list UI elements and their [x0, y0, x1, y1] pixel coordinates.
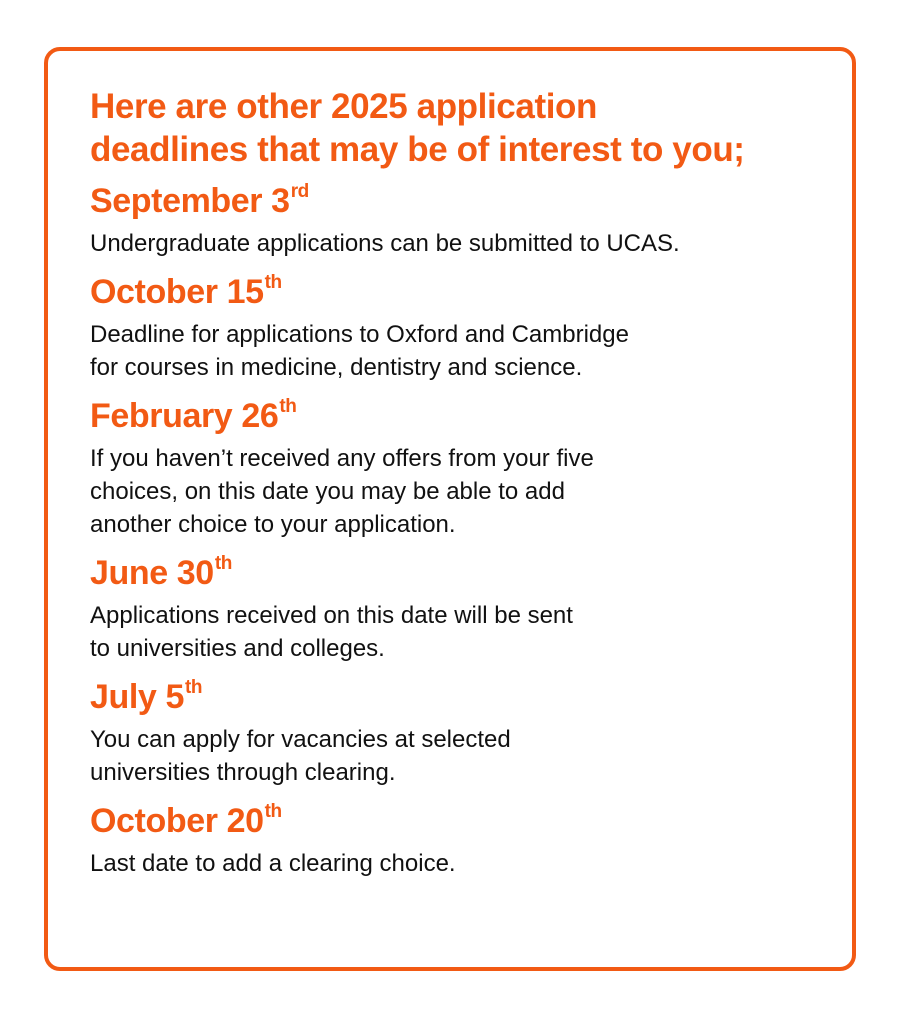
deadline-description	[90, 599, 832, 665]
deadline-description	[90, 318, 832, 384]
title-line-2: deadlines that may be of interest to you;	[90, 130, 745, 169]
description-line: You can apply for vacancies at selected	[90, 726, 511, 753]
deadline-date	[90, 677, 832, 717]
deadlines-content	[90, 85, 832, 892]
description-line: Deadline for applications to Oxford and Cambridge	[90, 321, 629, 348]
deadline-date-text: October 15	[90, 273, 264, 311]
deadline-date	[90, 272, 832, 312]
title-line-1: Here are other 2025 application	[90, 87, 597, 126]
description-line: choices, on this date you may be able to add	[90, 478, 565, 505]
deadline-date	[90, 181, 832, 221]
deadline-item	[90, 181, 832, 260]
deadline-date-suffix: th	[264, 801, 282, 822]
deadline-description	[90, 227, 832, 260]
page-title	[90, 85, 832, 171]
description-line: If you haven’t received any offers from your five	[90, 445, 594, 472]
deadline-date	[90, 553, 832, 593]
description-line: Last date to add a clearing choice.	[90, 850, 456, 877]
deadline-item	[90, 677, 832, 789]
deadline-date-suffix: rd	[290, 181, 309, 202]
deadline-date-suffix: th	[185, 677, 203, 698]
deadline-date-text: February 26	[90, 397, 279, 435]
description-line: to universities and colleges.	[90, 635, 385, 662]
description-line: another choice to your application.	[90, 511, 456, 538]
deadline-date-suffix: th	[279, 396, 297, 417]
deadline-date-text: October 20	[90, 802, 264, 840]
deadline-date-text: July 5	[90, 678, 184, 716]
deadline-item	[90, 801, 832, 880]
deadline-date-text: September 3	[90, 182, 290, 220]
description-line: Applications received on this date will be sent	[90, 602, 573, 629]
deadline-item	[90, 553, 832, 665]
deadline-date-suffix: th	[214, 553, 232, 574]
deadline-item	[90, 396, 832, 541]
deadline-date	[90, 396, 832, 436]
description-line: universities through clearing.	[90, 759, 396, 786]
deadline-date	[90, 801, 832, 841]
deadlines-card	[44, 47, 856, 971]
deadline-date-suffix: th	[264, 272, 282, 293]
deadline-description	[90, 847, 832, 880]
deadline-item	[90, 272, 832, 384]
description-line: Undergraduate applications can be submitted to UCAS.	[90, 230, 680, 257]
description-line: for courses in medicine, dentistry and science.	[90, 354, 583, 381]
deadline-description	[90, 442, 832, 541]
deadline-description	[90, 723, 832, 789]
deadline-date-text: June 30	[90, 554, 214, 592]
